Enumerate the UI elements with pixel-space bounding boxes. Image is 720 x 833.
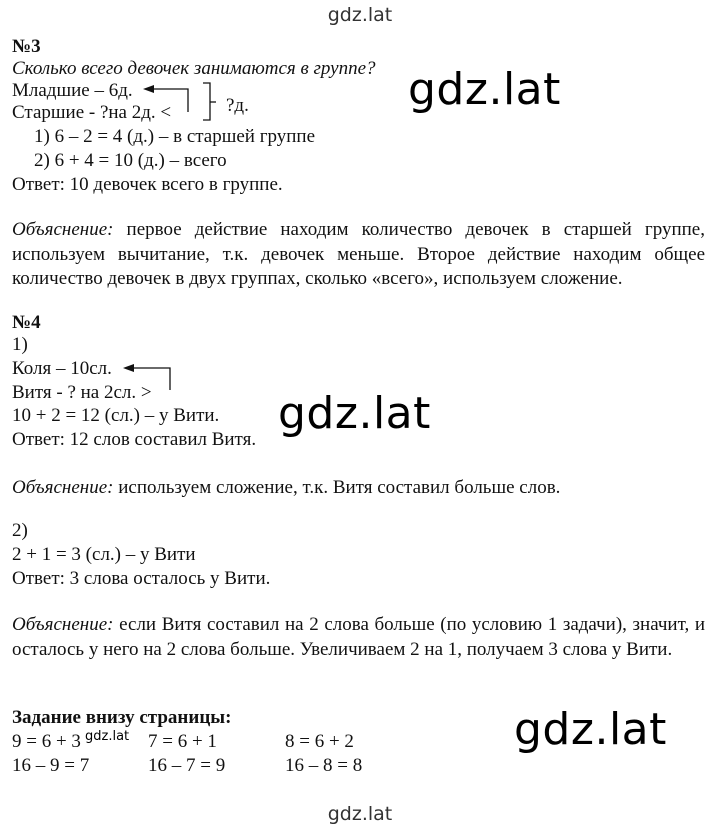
task4-number: №4	[12, 312, 41, 333]
task4-explanation2-label: Объяснение:	[12, 614, 114, 635]
task4-explanation1-text: используем сложение, т.к. Витя составил больше слов.	[113, 477, 561, 498]
bottom-task-title: Задание внизу страницы:	[12, 707, 232, 728]
task4-explanation1-label: Объяснение:	[12, 477, 114, 498]
task4-part1-label: 1)	[12, 334, 28, 355]
task3-brace-label: ?д.	[226, 95, 249, 116]
task3-arrowhead	[143, 85, 154, 93]
watermark-large-2: gdz.lat	[278, 388, 431, 439]
task3-line-younger: Младшие – 6д.	[12, 80, 133, 101]
task4-compare-arrow	[132, 368, 170, 390]
task3-step2: 2) 6 + 4 = 10 (д.) – всего	[34, 150, 227, 171]
eq-row2-col3: 16 – 8 = 8	[285, 755, 363, 776]
eq-row2-col1: 16 – 9 = 7	[12, 755, 90, 776]
eq-row1-col1: 9 = 6 + 3	[12, 731, 81, 752]
task4-answer2: Ответ: 3 слова осталось у Вити.	[12, 568, 271, 589]
task3-number: №3	[12, 36, 41, 57]
task4-part2-label: 2)	[12, 520, 28, 541]
eq-row1-col2: 7 = 6 + 1	[148, 731, 217, 752]
watermark-bottom: gdz.lat	[327, 803, 393, 825]
task3-compare-arrow	[152, 89, 188, 112]
watermark-large-1: gdz.lat	[408, 64, 561, 115]
eq-row2-col2: 16 – 7 = 9	[148, 755, 226, 776]
task4-line-vitya: Витя - ? на 2сл. >	[12, 382, 152, 403]
watermark-top: gdz.lat	[327, 4, 393, 26]
task3-explanation-label: Объяснение:	[12, 219, 114, 240]
task4-line-kolya: Коля – 10сл.	[12, 358, 112, 379]
task3-step1: 1) 6 – 2 = 4 (д.) – в старшей группе	[34, 126, 316, 147]
task3-question: Сколько всего девочек занимаются в группе?	[12, 58, 376, 79]
task3-explanation-text: первое действие находим количество девочек в старшей группе, используем вычитание, т.к. девочек меньше. Второе действие находим общее количество девочек в двух группах, сколько «всего», используем сложение.	[12, 219, 705, 289]
task4-calc2: 2 + 1 = 3 (сл.) – у Вити	[12, 544, 196, 565]
eq-row1-col3: 8 = 6 + 2	[285, 731, 354, 752]
task4-arrowhead	[123, 364, 134, 372]
task3-answer: Ответ: 10 девочек всего в группе.	[12, 174, 283, 195]
task3-brace	[203, 83, 210, 120]
task4-explanation2-text: если Витя составил на 2 слова больше (по условию 1 задачи), значит, и осталось у него на 2 слова больше. Увеличиваем 2 на 1, получаем 3 слова у Вити.	[12, 614, 705, 660]
task4-answer1: Ответ: 12 слов составил Витя.	[12, 429, 257, 450]
watermark-small: gdz.lat	[85, 729, 130, 744]
task3-line-older: Старшие - ?на 2д. <	[12, 102, 172, 123]
watermark-large-3: gdz.lat	[514, 704, 667, 755]
task4-calc1: 10 + 2 = 12 (сл.) – у Вити.	[12, 405, 220, 426]
